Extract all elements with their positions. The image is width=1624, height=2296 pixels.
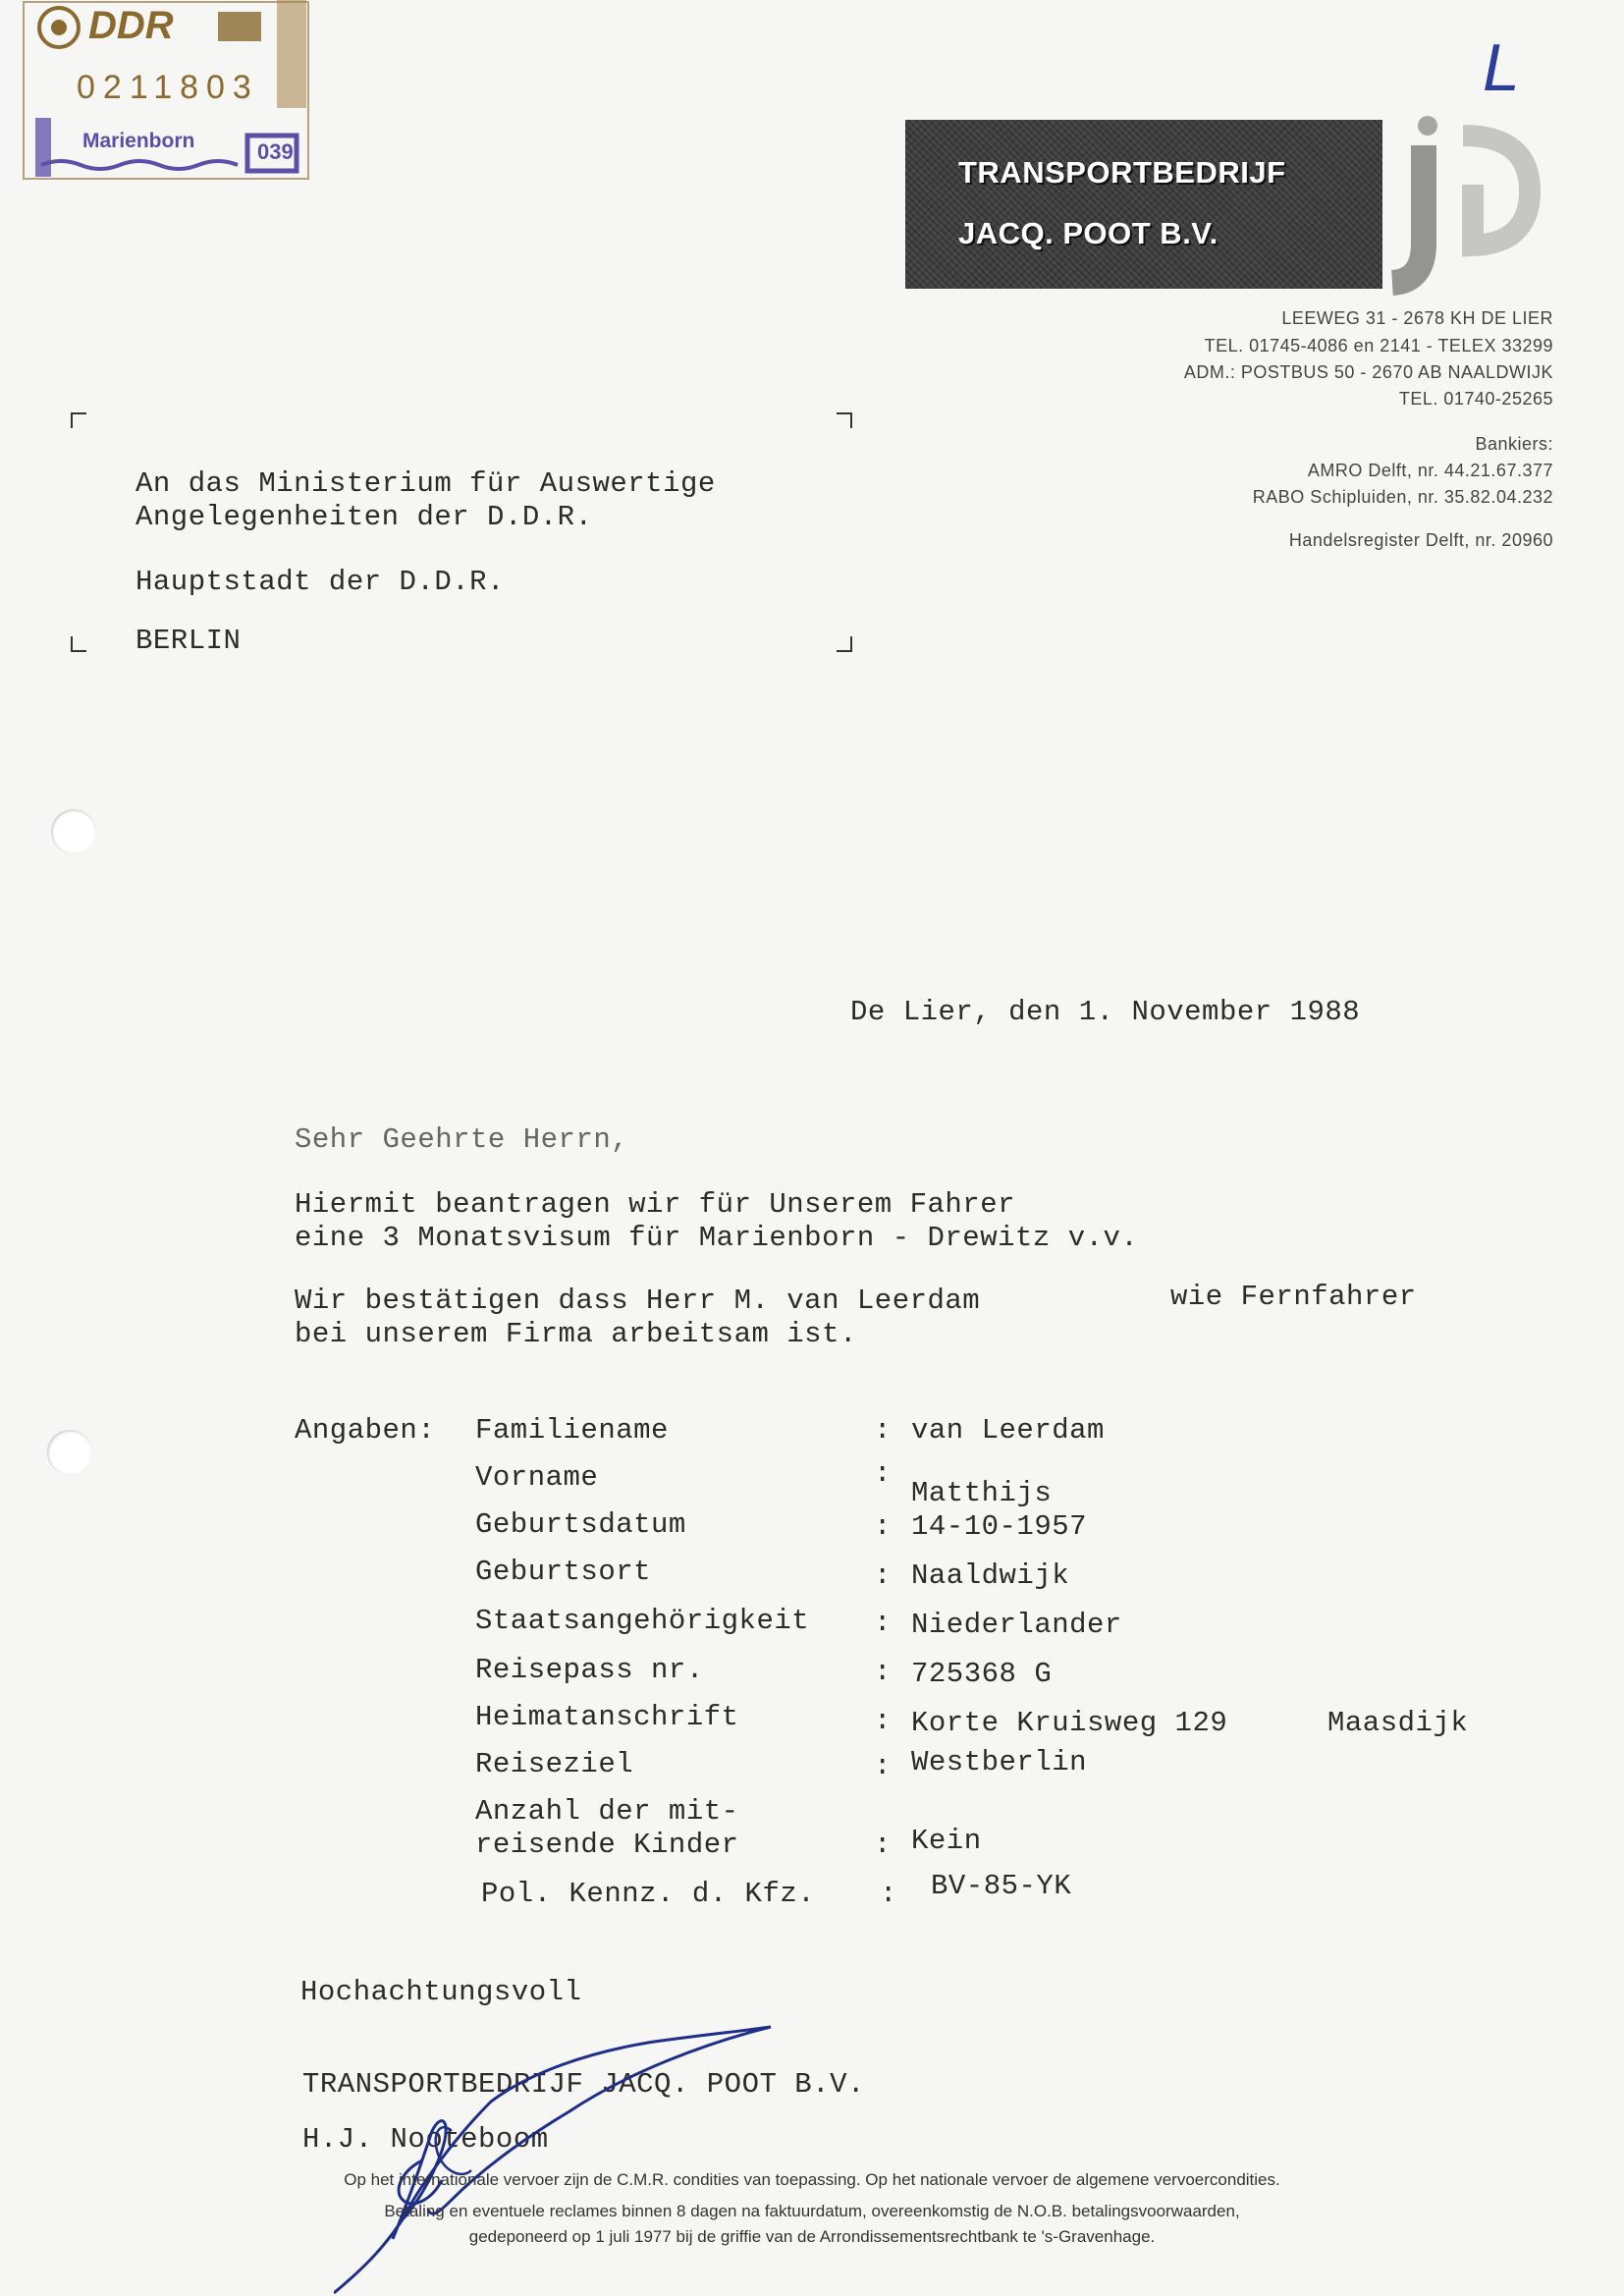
postal-stamp bbox=[22, 0, 312, 183]
punch-hole-bottom bbox=[47, 1430, 92, 1475]
window-corner-br bbox=[837, 636, 852, 652]
paragraph-1-line-2: eine 3 Monatsvisum für Marienborn - Drewitz v.v. bbox=[295, 1222, 1139, 1254]
signature-name: H.J. Nooteboom bbox=[302, 2123, 549, 2156]
detail-colon: : bbox=[880, 1878, 897, 1910]
stamp-number: 0211803 bbox=[77, 69, 259, 106]
detail-label-familiename: Familiename bbox=[475, 1414, 669, 1447]
paragraph-1-line-1: Hiermit beantragen wir für Unserem Fahrer bbox=[295, 1188, 1016, 1221]
paragraph-2-line-2: bei unserem Firma arbeitsam ist. bbox=[295, 1318, 857, 1350]
company-address-3: ADM.: POSTBUS 50 - 2670 AB NAALDWIJK bbox=[1183, 362, 1553, 382]
window-corner-tl bbox=[71, 412, 86, 428]
paragraph-2-line-1a: Wir bestätigen dass Herr M. van Leerdam bbox=[295, 1285, 981, 1317]
footer-line-1: Op het internationale vervoer zijn de C.M.R. condities van toepassing. Op het nationale vervoer de algemene vervoercondities. bbox=[344, 2170, 1280, 2189]
punch-hole-top bbox=[51, 809, 96, 854]
detail-label-reiseziel: Reiseziel bbox=[475, 1748, 634, 1780]
paragraph-2-line-1b: wie Fernfahrer bbox=[1170, 1281, 1417, 1313]
detail-label-kfz: Pol. Kennz. d. Kfz. bbox=[481, 1878, 816, 1910]
company-logo-mark bbox=[1365, 116, 1551, 302]
detail-colon: : bbox=[874, 1559, 892, 1592]
recipient-line-2: Angelegenheiten der D.D.R. bbox=[135, 501, 593, 533]
detail-value-heimatanschrift-place: Maasdijk bbox=[1327, 1707, 1469, 1739]
footer-line-3: gedeponeerd op 1 juli 1977 bij de griffie van de Arrondissementsrechtbank te 's-Gravenhage. bbox=[468, 2227, 1156, 2246]
company-address-1: LEEWEG 31 - 2678 KH DE LIER bbox=[1281, 308, 1553, 328]
detail-colon: : bbox=[874, 1414, 892, 1447]
detail-value-reisepass: 725368 G bbox=[911, 1658, 1053, 1690]
company-name-line1: TRANSPORTBEDRIJF bbox=[958, 155, 1286, 190]
company-name-line2: JACQ. POOT B.V. bbox=[958, 216, 1218, 250]
detail-value-geburtsdatum: 14-10-1957 bbox=[911, 1510, 1088, 1543]
annotation-mark: L bbox=[1483, 30, 1520, 105]
trade-register: Handelsregister Delft, nr. 20960 bbox=[1288, 530, 1553, 550]
detail-label-kinder-2: reisende Kinder bbox=[475, 1829, 739, 1861]
recipient-line-3: Hauptstadt der D.D.R. bbox=[135, 566, 505, 598]
detail-label-heimatanschrift: Heimatanschrift bbox=[475, 1701, 739, 1733]
bank-amro: AMRO Delft, nr. 44.21.67.377 bbox=[1307, 461, 1553, 480]
detail-label-reisepass: Reisepass nr. bbox=[475, 1654, 704, 1686]
detail-colon: : bbox=[874, 1607, 892, 1639]
detail-label-vorname: Vorname bbox=[475, 1461, 599, 1494]
recipient-line-4: BERLIN bbox=[135, 625, 242, 657]
detail-colon: : bbox=[874, 1510, 892, 1543]
company-address-2: TEL. 01745-4086 en 2141 - TELEX 33299 bbox=[1204, 336, 1553, 355]
detail-value-geburtsort: Naaldwijk bbox=[911, 1559, 1070, 1592]
detail-value-reiseziel: Westberlin bbox=[911, 1746, 1088, 1778]
stamp-code: 039 bbox=[257, 139, 294, 164]
footer-line-2: Betaling en eventuele reclames binnen 8 dagen na faktuurdatum, overeenkomstig de N.O.B. betalingsvoorwaarden, bbox=[384, 2202, 1240, 2220]
detail-value-staatsangehoerigkeit: Niederlander bbox=[911, 1609, 1122, 1641]
window-corner-tr bbox=[837, 412, 852, 428]
window-corner-bl bbox=[71, 636, 86, 652]
detail-colon: : bbox=[874, 1656, 892, 1688]
signature-company: TRANSPORTBEDRIJF JACQ. POOT B.V. bbox=[302, 2068, 865, 2101]
detail-colon: : bbox=[874, 1829, 892, 1861]
detail-colon: : bbox=[874, 1750, 892, 1782]
detail-value-heimatanschrift: Korte Kruisweg 129 bbox=[911, 1707, 1228, 1739]
detail-label-kinder-1: Anzahl der mit- bbox=[475, 1795, 739, 1828]
company-logo-banner bbox=[905, 120, 1426, 289]
stamp-place: Marienborn bbox=[82, 130, 195, 152]
detail-value-kinder: Kein bbox=[911, 1825, 982, 1857]
handwritten-signature bbox=[334, 2013, 785, 2296]
company-address-4: TEL. 01740-25265 bbox=[1398, 389, 1553, 409]
details-heading: Angaben: bbox=[295, 1414, 436, 1447]
bank-rabo: RABO Schipluiden, nr. 35.82.04.232 bbox=[1252, 487, 1553, 507]
recipient-line-1: An das Ministerium für Auswertige bbox=[135, 467, 716, 500]
salutation: Sehr Geehrte Herrn, bbox=[295, 1123, 629, 1156]
detail-colon: : bbox=[874, 1457, 892, 1490]
bank-heading: Bankiers: bbox=[1475, 434, 1553, 454]
date-line: De Lier, den 1. November 1988 bbox=[850, 996, 1361, 1028]
detail-colon: : bbox=[874, 1705, 892, 1737]
stamp-country: DDR bbox=[88, 4, 174, 47]
closing: Hochachtungsvoll bbox=[300, 1976, 582, 2008]
detail-value-familiename: van Leerdam bbox=[911, 1414, 1105, 1447]
detail-label-geburtsort: Geburtsort bbox=[475, 1556, 652, 1588]
detail-value-vorname: Matthijs bbox=[911, 1477, 1053, 1509]
detail-value-kfz: BV-85-YK bbox=[931, 1870, 1072, 1902]
detail-label-staatsangehoerigkeit: Staatsangehörigkeit bbox=[475, 1605, 810, 1637]
detail-label-geburtsdatum: Geburtsdatum bbox=[475, 1508, 686, 1541]
